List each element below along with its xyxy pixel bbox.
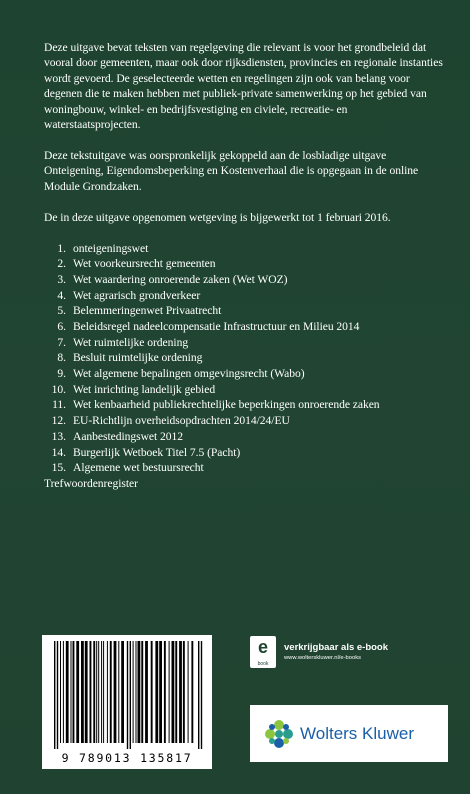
ebook-text bbox=[284, 642, 388, 662]
contents-item-number: 7. bbox=[57, 335, 66, 349]
contents-list bbox=[44, 241, 444, 476]
ebook-icon bbox=[250, 636, 276, 668]
contents-item-number: 5. bbox=[57, 304, 66, 318]
contents-item-number: 15. bbox=[51, 461, 66, 475]
isbn-digits: 9 789013 135817 bbox=[61, 751, 193, 765]
contents-item bbox=[44, 335, 444, 351]
contents-item bbox=[44, 460, 444, 476]
contents-item-title: Wet waardering onroerende zaken (Wet WOZ) bbox=[73, 272, 288, 286]
barcode-bars bbox=[42, 635, 212, 751]
intro-paragraph-2: Deze tekstuitgave was oorspronkelijk gekoppeld aan de losbladige uitgave Onteigening, Eigendomsbeperking en Kostenverhaal die is opgegaan in de online Module Grondzaken. bbox=[44, 148, 419, 193]
contents-item-number: 9. bbox=[57, 367, 66, 381]
contents-item bbox=[44, 366, 444, 382]
cover-text bbox=[44, 40, 444, 492]
publisher-name: Wolters Kluwer bbox=[300, 723, 414, 743]
contents-item bbox=[44, 241, 444, 257]
contents-item bbox=[44, 413, 444, 429]
contents-item-number: 11. bbox=[52, 398, 66, 412]
contents-item-title: Belemmeringenwet Privaatrecht bbox=[73, 304, 222, 318]
contents-item bbox=[44, 445, 444, 461]
intro-paragraph-1: Deze uitgave bevat teksten van regelgeving die relevant is voor het grondbeleid dat vooral door gemeenten, maar ook door rijksdiensten, provincies en regionale instanties wordt gevoerd. De geselecteerde wetten en regelingen zijn ook van belang voor degenen die te maken hebben met publiek-private samenwerking op het gebied van woningbouw, winkel- en bedrijfsvestiging en civiele, recreatie- en waterstaatsprojecten. bbox=[44, 41, 443, 132]
contents-item bbox=[44, 397, 444, 413]
isbn-barcode bbox=[42, 635, 212, 769]
ebook-icon-label: book bbox=[257, 661, 269, 667]
contents-item-title: Wet inrichting landelijk gebied bbox=[73, 382, 216, 396]
contents-item-title: Burgerlijk Wetboek Titel 7.5 (Pacht) bbox=[73, 445, 241, 459]
contents-item-number: 10. bbox=[51, 382, 66, 396]
wolters-kluwer-logo-icon bbox=[264, 719, 294, 749]
contents-item-title: onteigeningswet bbox=[73, 241, 149, 255]
contents-item-title: EU-Richtlijn overheidsopdrachten 2014/24/EU bbox=[73, 414, 290, 428]
intro-paragraph-3: De in deze uitgave opgenomen wetgeving is bijgewerkt tot 1 februari 2016. bbox=[44, 210, 391, 224]
publisher-logo-box bbox=[250, 705, 448, 762]
contents-item-title: Beleidsregel nadeelcompensatie Infrastructuur en Milieu 2014 bbox=[73, 320, 360, 333]
contents-item bbox=[44, 382, 444, 398]
ebook-url: www.wolterskluwer.nl/e-books bbox=[284, 655, 361, 661]
contents-item-title: Algemene wet bestuursrecht bbox=[73, 461, 204, 475]
contents-item bbox=[44, 350, 444, 366]
contents-item-number: 13. bbox=[51, 429, 66, 443]
contents-item bbox=[44, 272, 444, 288]
contents-item-number: 8. bbox=[57, 351, 66, 365]
contents-item bbox=[44, 319, 444, 335]
contents-item-title: Wet algemene bepalingen omgevingsrecht (Wabo) bbox=[73, 367, 305, 381]
contents-item-title: Besluit ruimtelijke ordening bbox=[73, 351, 203, 365]
contents-item bbox=[44, 429, 444, 445]
register-entry: Trefwoordenregister bbox=[44, 476, 138, 490]
contents-item-number: 2. bbox=[57, 257, 66, 271]
contents-item-title: Wet ruimtelijke ordening bbox=[73, 335, 189, 349]
contents-item bbox=[44, 288, 444, 304]
ebook-notice bbox=[250, 635, 450, 669]
contents-item bbox=[44, 256, 444, 272]
ebook-availability: verkrijgbaar als e-book bbox=[284, 642, 389, 653]
contents-item-title: Aanbestedingswet 2012 bbox=[73, 429, 184, 443]
contents-item-number: 4. bbox=[57, 288, 66, 302]
contents-item bbox=[44, 303, 444, 319]
contents-item-number: 14. bbox=[51, 445, 66, 459]
contents-item-number: 3. bbox=[57, 272, 66, 286]
contents-item-number: 6. bbox=[57, 320, 66, 333]
contents-item-title: Wet voorkeursrecht gemeenten bbox=[73, 257, 216, 271]
contents-item-number: 1. bbox=[57, 241, 66, 255]
contents-item-number: 12. bbox=[51, 414, 66, 428]
ebook-icon-letter: e bbox=[257, 637, 268, 657]
contents-item-title: Wet kenbaarheid publiekrechtelijke beperkingen onroerende zaken bbox=[73, 398, 380, 412]
contents-item-title: Wet agrarisch grondverkeer bbox=[73, 288, 201, 302]
